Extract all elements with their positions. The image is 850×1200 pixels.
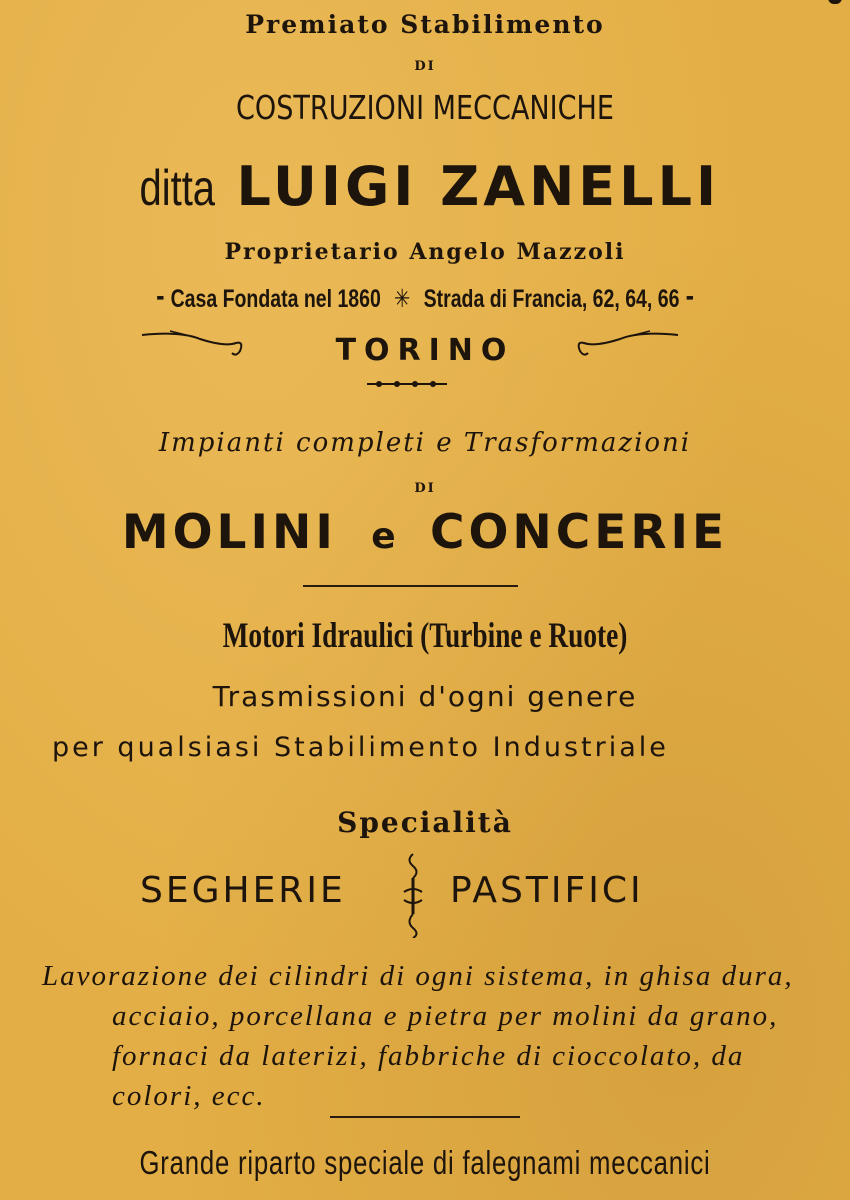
impianti-heading: Impianti completi e Trasformazioni	[158, 428, 692, 458]
di-connector-2: DI	[414, 481, 436, 496]
motori-heading: Motori Idraulici (Turbine e Ruote)	[222, 615, 628, 655]
divider-rule-2	[330, 1116, 520, 1118]
pastifici-word: PASTIFICI	[450, 870, 644, 911]
lavorazione-line-4: colori, ecc.	[112, 1080, 266, 1112]
corner-ink-mark	[828, 0, 842, 4]
company-name-line	[30, 155, 820, 218]
molini-concerie-heading	[0, 505, 850, 560]
specialita-heading: Specialità	[337, 806, 513, 839]
segherie-word: SEGHERIE	[140, 870, 346, 911]
lavorazione-line-2: acciaio, porcellana e pietra per molini da grano,	[112, 1000, 779, 1032]
address-text: Strada di Francia, 62, 64, 66	[423, 285, 680, 313]
star-separator-icon: ✳	[394, 285, 411, 313]
dot-ornament-icon	[365, 377, 449, 391]
specialties-row	[0, 866, 850, 926]
vertical-ornament-icon	[398, 852, 428, 938]
founded-text: Casa Fondata nel 1860	[170, 285, 381, 313]
dash-right: ⁃	[684, 285, 695, 313]
proprietor-line: Proprietario Angelo Mazzoli	[224, 239, 626, 265]
ditta-prefix: ditta	[139, 160, 215, 216]
di-connector-1: DI	[414, 59, 436, 74]
costruzioni-heading: COSTRUZIONI MECCANICHE	[236, 88, 614, 127]
divider-rule-1	[303, 585, 518, 587]
founded-address-line	[94, 284, 757, 314]
stabilimento-line: per qualsiasi Stabilimento Industriale	[52, 732, 669, 763]
molini-word: MOLINI	[121, 505, 337, 560]
footer-line: Grande riparto speciale di falegnami meccanici	[139, 1144, 711, 1181]
company-name: LUIGI ZANELLI	[236, 155, 721, 218]
conjunction-word: e	[371, 516, 396, 557]
trasmissioni-line: Trasmissioni d'ogni genere	[212, 680, 638, 713]
concerie-word: CONCERIE	[429, 505, 729, 560]
lavorazione-line-3: fornaci da laterizi, fabbriche di cioccolato, da	[112, 1040, 745, 1072]
lavorazione-line-1: Lavorazione dei cilindri di ogni sistema, in ghisa dura,	[42, 960, 794, 992]
premiato-heading: Premiato Stabilimento	[245, 10, 605, 39]
city-heading: TORINO	[335, 333, 515, 368]
dash-left: ⁃	[155, 285, 166, 313]
